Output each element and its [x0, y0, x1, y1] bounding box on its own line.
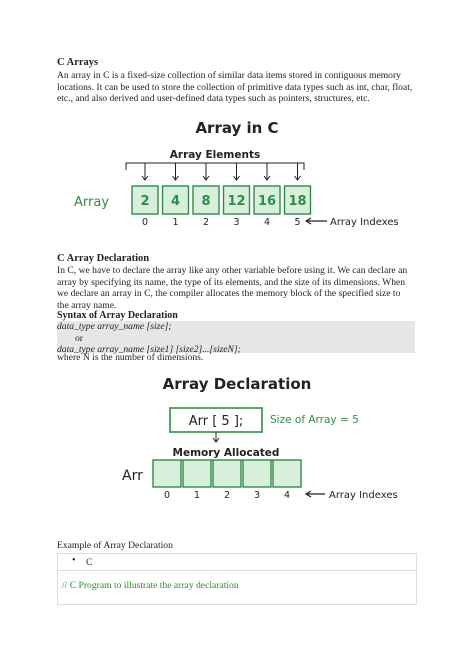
array-cell-value: 16 — [257, 194, 277, 209]
array-label: Array — [74, 195, 110, 210]
array-declaration-diagram — [56, 368, 416, 508]
tab-c[interactable]: C — [86, 557, 93, 568]
element-arrow — [142, 163, 148, 180]
syntax-line-2: data_type array_name [size1] [size2]...[sizeN]; — [57, 344, 241, 355]
array-cell-value: 8 — [201, 194, 211, 209]
array-cell-value: 2 — [140, 194, 150, 209]
array-declaration-figure — [56, 368, 416, 508]
paragraph-line: An array in C is a fixed-size collection of similar data items stored in contiguous memory — [57, 70, 401, 81]
element-arrows — [142, 163, 301, 180]
memory-arrow — [213, 432, 219, 442]
element-arrow — [203, 163, 209, 180]
figure-title: Array Declaration — [162, 375, 312, 393]
array-elements-label: Array Elements — [169, 149, 261, 161]
intro-paragraph — [57, 70, 427, 105]
array-indexes-label: Array Indexes — [329, 490, 398, 501]
array-index: 4 — [263, 217, 271, 228]
memory-cell — [213, 460, 241, 487]
array-index: 1 — [172, 217, 179, 228]
code-comment: // C Program to illustrate the array declaration — [62, 580, 239, 591]
paragraph-line: etc., and also derived and user-defined data types such as pointers, structures, etc. — [57, 93, 370, 105]
section-heading-c-arrays: C Arrays — [57, 57, 99, 68]
memory-index: 4 — [283, 490, 291, 501]
memory-allocated-label: Memory Allocated — [172, 447, 280, 459]
element-arrow — [264, 163, 270, 180]
paragraph-line: the array name. — [57, 299, 117, 311]
element-arrow — [173, 163, 179, 180]
paragraph-line: locations. It can be used to store the collection of primitive data types such as int, char, float, — [57, 81, 413, 93]
section-heading-array-declaration: C Array Declaration — [57, 253, 150, 264]
array-cell-value: 4 — [170, 194, 181, 209]
example-heading: Example of Array Declaration — [57, 540, 173, 551]
memory-index: 1 — [193, 490, 201, 501]
array-cells — [132, 186, 311, 214]
size-of-array-label: Size of Array = 5 — [270, 414, 359, 426]
memory-cell — [153, 460, 181, 487]
tab-bullet: • — [72, 555, 76, 566]
array-index: 5 — [294, 217, 301, 228]
element-arrow — [234, 163, 240, 180]
paragraph-line: we declare an array in C, the compiler allocates the memory block of the specified size to — [57, 288, 401, 300]
array-cell-value: 12 — [227, 194, 246, 209]
memory-cell — [273, 460, 301, 487]
indexes-arrow — [306, 491, 325, 497]
element-arrow — [295, 163, 301, 180]
declaration-paragraph — [57, 265, 427, 311]
array-index: 3 — [233, 217, 240, 228]
array-in-c-figure — [56, 108, 416, 238]
code-box — [57, 570, 417, 605]
arr-label: Arr — [122, 468, 143, 484]
memory-indexes — [164, 490, 290, 501]
paragraph-line: In C, we have to declare the array like any other variable before using it. We can declare an — [57, 265, 408, 276]
syntax-heading: Syntax of Array Declaration — [57, 310, 178, 321]
memory-index: 2 — [223, 490, 231, 501]
memory-cells — [153, 460, 301, 487]
array-index: 2 — [202, 217, 210, 228]
memory-cell — [183, 460, 211, 487]
array-in-c-diagram — [56, 108, 416, 238]
syntax-code-block — [57, 321, 415, 353]
array-index: 0 — [141, 217, 149, 228]
indexes-arrow — [306, 218, 327, 224]
paragraph-line: array by specifying its name, the type of its elements, and the size of its dimensions. When — [57, 276, 406, 288]
syntax-line-1: data_type array_name [size]; — [57, 321, 172, 332]
array-indexes — [142, 217, 301, 228]
syntax-note: where N is the number of dimensions. — [57, 352, 204, 363]
array-cell-value: 18 — [288, 194, 307, 209]
memory-cell — [243, 460, 271, 487]
array-indexes-label: Array Indexes — [330, 217, 399, 228]
syntax-or: or — [75, 332, 83, 344]
declaration-text: Arr [ 5 ]; — [188, 414, 244, 429]
figure-title: Array in C — [195, 119, 279, 137]
memory-index: 0 — [163, 490, 171, 501]
memory-index: 3 — [253, 490, 261, 501]
elements-bracket — [126, 163, 304, 170]
